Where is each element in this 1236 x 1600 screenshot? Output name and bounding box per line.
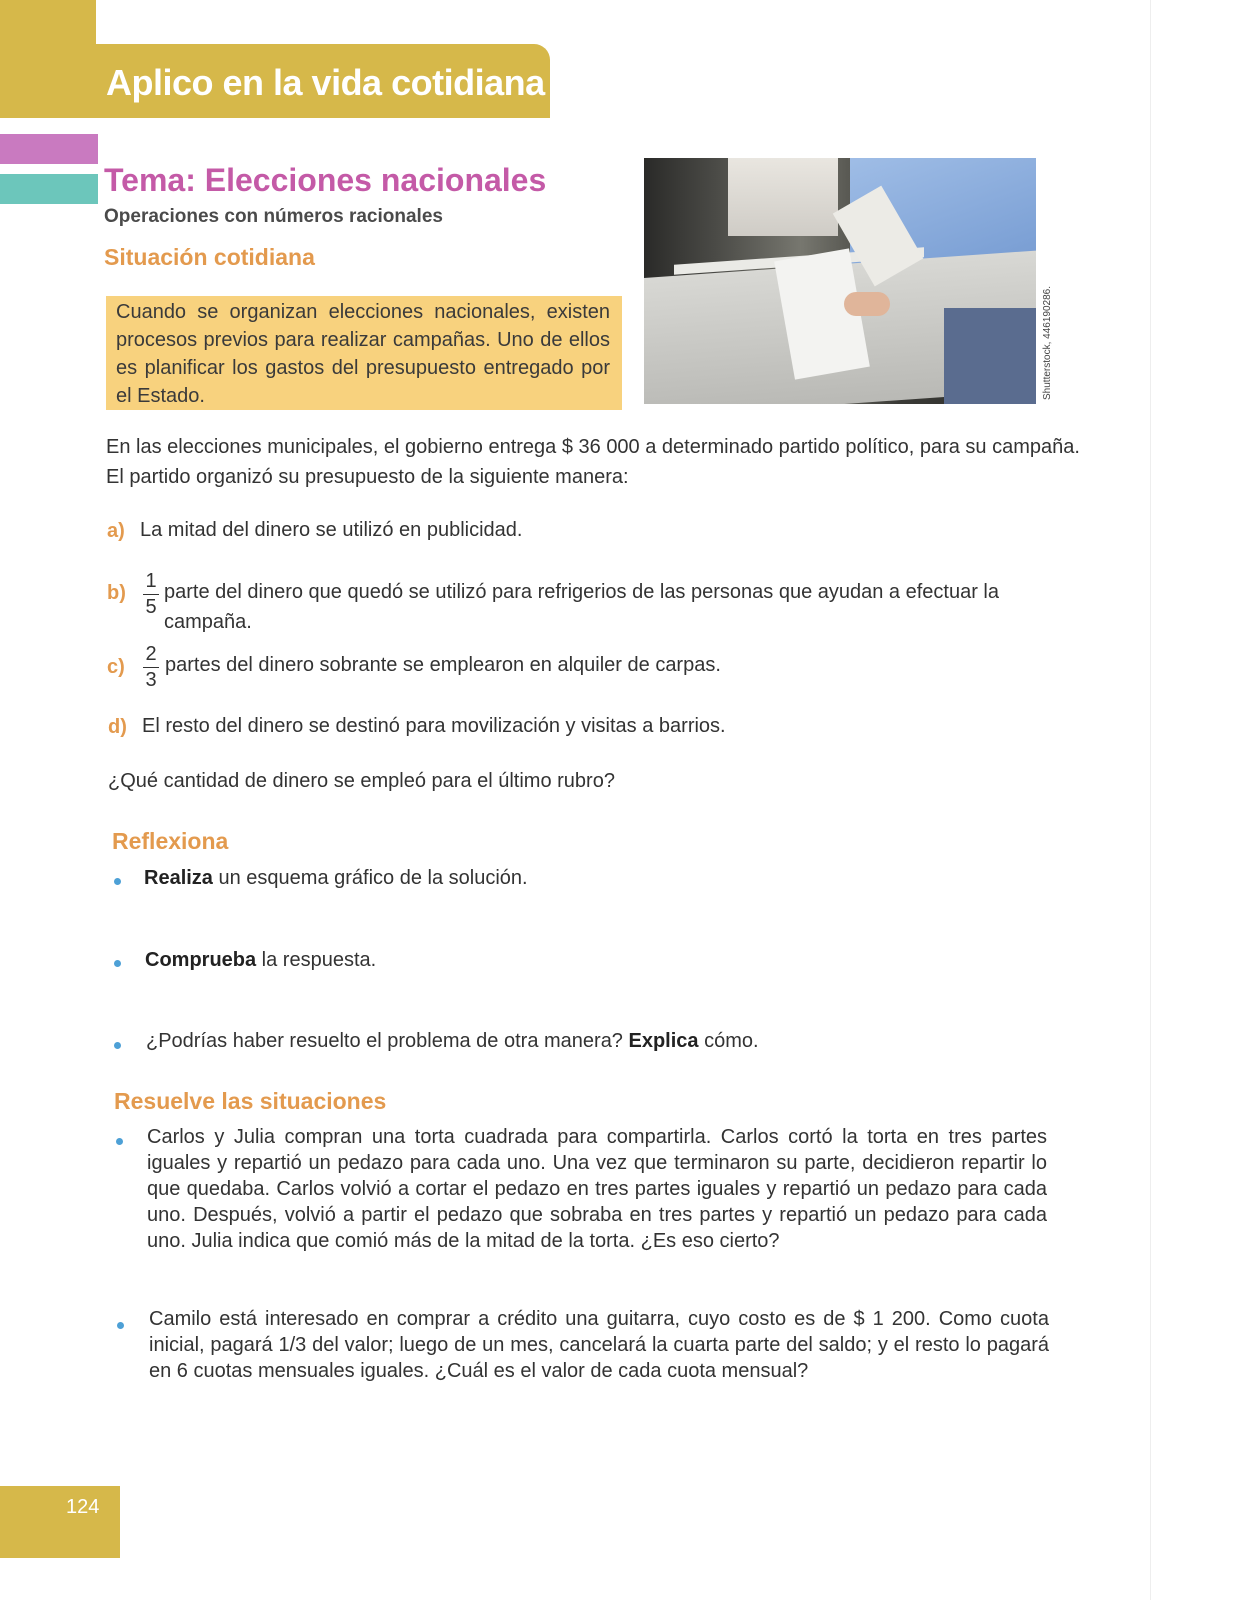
item-label-a: a) (107, 520, 125, 542)
reflexiona-item-2 (145, 945, 376, 975)
fraction-one-fifth (143, 570, 159, 618)
item-label-c: c) (107, 656, 125, 678)
item-text-b: parte del dinero que quedó se utilizó para refrigerios de las personas que ayudan a efectuar la campaña. (164, 581, 999, 633)
page-number: 124 (66, 1496, 100, 1518)
bullet (117, 1322, 124, 1329)
reflexiona-item-3 (146, 1026, 759, 1056)
photo-skirt (944, 308, 1036, 404)
item-label-d: d) (108, 716, 127, 738)
topic-title: Tema: Elecciones nacionales (104, 162, 547, 198)
item-text-c: partes del dinero sobrante se emplearon en alquiler de carpas. (165, 654, 721, 676)
election-photo (644, 158, 1036, 404)
reflexiona-item-3-pre: ¿Podrías haber resuelto el problema de otra manera? (146, 1030, 629, 1052)
item-text-a: La mitad del dinero se utilizó en publicidad. (140, 519, 523, 541)
intro-box: Cuando se organizan elecciones nacionales, existen procesos previos para realizar campañas. Uno de ellos es planificar los gastos del presupuesto entregado por el Estado. (106, 296, 622, 410)
resuelve-heading: Resuelve las situaciones (114, 1088, 387, 1114)
fraction-denominator: 3 (145, 669, 157, 691)
item-text-d: El resto del dinero se destinó para movilización y visitas a barrios. (142, 715, 726, 737)
reflexiona-heading: Reflexiona (112, 828, 229, 854)
header-accent-bar (0, 0, 96, 48)
topic-subtitle: Operaciones con números racionales (104, 206, 443, 227)
reflexiona-verb-realiza: Realiza (144, 867, 213, 889)
teal-tab-marker (0, 174, 98, 204)
bullet (114, 960, 121, 967)
page-edge-line (1150, 0, 1151, 1600)
fraction-numerator: 2 (145, 643, 157, 665)
item-label-b: b) (107, 582, 126, 604)
fraction-bar (143, 667, 159, 668)
problem-statement: En las elecciones municipales, el gobierno entrega $ 36 000 a determinado partido político, para su campaña. El partido organizó su presupuesto de la siguiente manera: (106, 436, 1080, 488)
bullet (116, 1138, 123, 1145)
situacion-heading: Situación cotidiana (104, 244, 315, 270)
photo-hand (844, 292, 890, 316)
problem-question: ¿Qué cantidad de dinero se empleó para el último rubro? (108, 770, 615, 792)
fraction-numerator: 1 (145, 570, 157, 592)
reflexiona-verb-explica: Explica (628, 1030, 699, 1052)
fraction-two-thirds (143, 643, 159, 691)
reflexiona-item-1 (144, 863, 528, 893)
bullet (114, 1042, 121, 1049)
photo-credit: Shutterstock, 446190286. (1042, 286, 1053, 400)
reflexiona-item-3-rest: cómo. (698, 1030, 759, 1052)
fraction-denominator: 5 (145, 596, 157, 618)
photo-person-background (728, 158, 838, 236)
pink-tab-marker (0, 134, 98, 164)
fraction-bar (143, 594, 159, 595)
reflexiona-item-2-rest: la respuesta. (256, 949, 377, 971)
reflexiona-verb-comprueba: Comprueba (145, 949, 257, 971)
bullet (114, 878, 121, 885)
reflexiona-item-1-rest: un esquema gráfico de la solución. (212, 867, 528, 889)
resuelve-problem-2: Camilo está interesado en comprar a crédito una guitarra, cuyo costo es de $ 1 200. Como cuota inicial, pagará 1/3 del valor; luego de un mes, cancelará la cuarta parte del saldo; y el resto lo pagará en 6 cuotas mensuales iguales. ¿Cuál es el valor de cada cuota mensual? (149, 1308, 1049, 1382)
page-header-title: Aplico en la vida cotidiana (106, 62, 545, 103)
page-number-box (0, 1486, 120, 1558)
resuelve-problem-1: Carlos y Julia compran una torta cuadrada para compartirla. Carlos cortó la torta en tres partes iguales y repartió un pedazo para cada uno. Una vez que terminaron su parte, decidieron repartir lo que quedaba. Carlos volvió a cortar el pedazo en tres partes iguales y repartió un pedazo para cada uno. Después, volvió a partir el pedazo que sobraba en tres partes y repartió un pedazo para cada uno. Julia indica que comió más de la mitad de la torta. ¿Es eso cierto? (147, 1126, 1047, 1252)
